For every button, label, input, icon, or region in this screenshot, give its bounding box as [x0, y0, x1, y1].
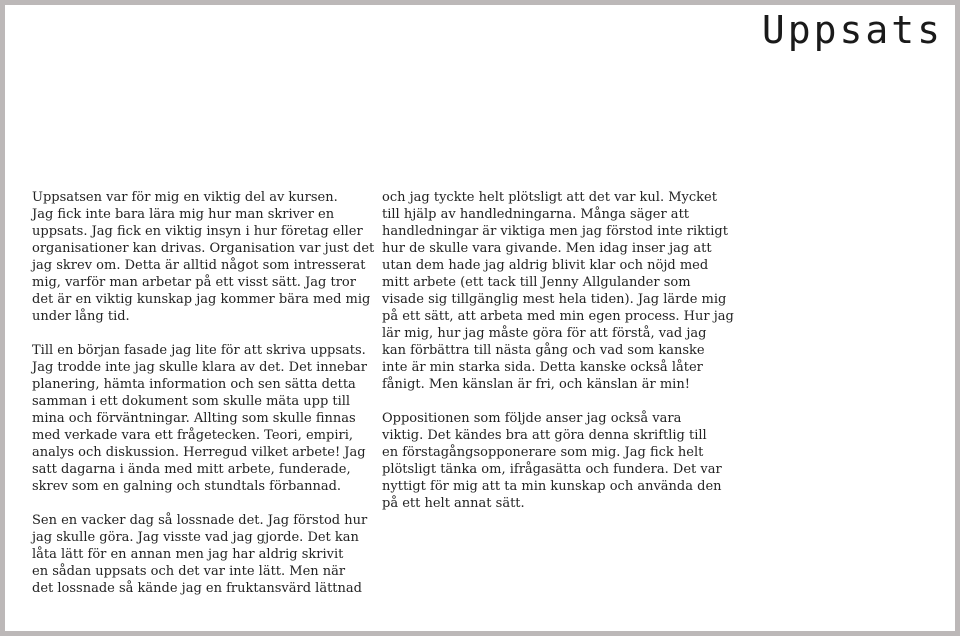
text-line: hur de skulle vara givande. Men idag inser jag att [382, 241, 712, 256]
text-line: det lossnade så kände jag en fruktansvärd lättnad [32, 581, 362, 596]
text-line: under lång tid. [32, 309, 130, 324]
text-line: Uppsatsen var för mig en viktig del av kursen. [32, 190, 338, 205]
text-line: en sådan uppsats och det var inte lätt. Men när [32, 564, 346, 579]
text-line: fånigt. Men känslan är fri, och känslan är min! [382, 377, 690, 392]
text-line: skrev som en galning och stundtals förbannad. [32, 479, 342, 494]
text-line: handledningar är viktiga men jag förstod inte riktigt [382, 224, 728, 239]
text-line: med verkade vara ett frågetecken. Teori, empiri, [32, 428, 353, 443]
paragraph [382, 410, 732, 512]
text-line: uppsats. Jag fick en viktig insyn i hur företag eller [32, 224, 363, 239]
text-line: låta lätt för en annan men jag har aldrig skrivit [32, 547, 344, 562]
text-line: jag skrev om. Detta är alltid något som intresserat [32, 258, 366, 273]
text-line: lär mig, hur jag måste göra för att förstå, vad jag [382, 326, 707, 341]
text-line: nyttigt för mig att ta min kunskap och använda den [382, 479, 722, 494]
text-line: jag skulle göra. Jag visste vad jag gjorde. Det kan [32, 530, 359, 545]
text-line: mina och förväntningar. Allting som skulle finnas [32, 411, 356, 426]
text-line: till hjälp av handledningarna. Många säger att [382, 207, 690, 222]
paragraph [32, 512, 377, 597]
page-title: Uppsats [761, 8, 943, 52]
text-line: analys och diskussion. Herregud vilket arbete! Jag [32, 445, 366, 460]
text-line: satt dagarna i ända med mitt arbete, funderade, [32, 462, 351, 477]
paragraph [32, 342, 377, 495]
right-column [382, 189, 732, 529]
text-line: inte är min starka sida. Detta kanske också låter [382, 360, 703, 375]
text-line: mitt arbete (ett tack till Jenny Allgulander som [382, 275, 691, 290]
text-line: kan förbättra till nästa gång och vad som kanske [382, 343, 705, 358]
text-line: en förstagångsopponerare som mig. Jag fick helt [382, 445, 704, 460]
text-line: Sen en vacker dag så lossnade det. Jag förstod hur [32, 513, 368, 528]
text-line: mig, varför man arbetar på ett visst sätt. Jag tror [32, 275, 356, 290]
text-line: Jag fick inte bara lära mig hur man skriver en [32, 207, 335, 222]
text-line: på ett sätt, att arbeta med min egen process. Hur jag [382, 309, 734, 324]
text-line: viktig. Det kändes bra att göra denna skriftlig till [382, 428, 707, 443]
text-line: Till en början fasade jag lite för att skriva uppsats. [32, 343, 366, 358]
text-line: plötsligt tänka om, ifrågasätta och fundera. Det var [382, 462, 722, 477]
document-page [5, 5, 955, 631]
text-line: på ett helt annat sätt. [382, 496, 525, 511]
text-line: Jag trodde inte jag skulle klara av det. Det innebar [32, 360, 367, 375]
text-line: planering, hämta information och sen sätta detta [32, 377, 356, 392]
text-line: utan dem hade jag aldrig blivit klar och nöjd med [382, 258, 709, 273]
text-line: Oppositionen som följde anser jag också vara [382, 411, 682, 426]
text-line: organisationer kan drivas. Organisation var just det [32, 241, 375, 256]
paragraph [382, 189, 732, 393]
text-line: visade sig tillgänglig mest hela tiden). Jag lärde mig [382, 292, 727, 307]
left-column [32, 189, 377, 614]
paragraph [32, 189, 377, 325]
text-line: samman i ett dokument som skulle mäta upp till [32, 394, 351, 409]
text-line: det är en viktig kunskap jag kommer bära med mig [32, 292, 371, 307]
text-line: och jag tyckte helt plötsligt att det var kul. Mycket [382, 190, 717, 205]
